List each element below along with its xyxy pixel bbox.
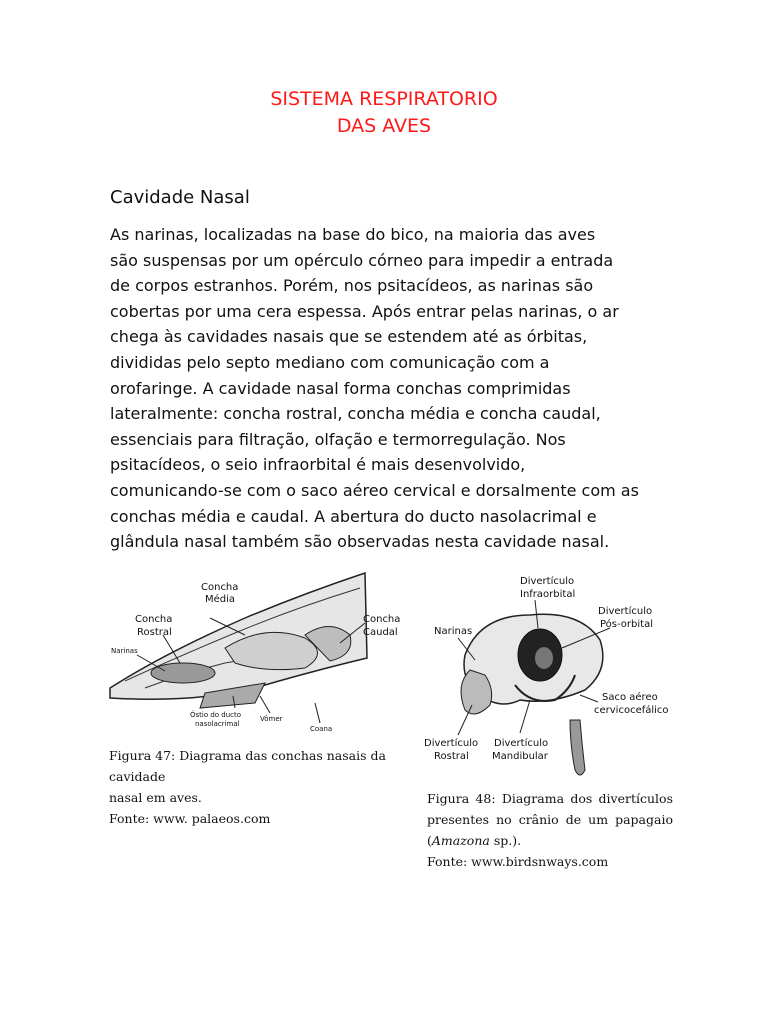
label-saco-1: Saco aéreo: [602, 692, 658, 703]
figure-47-caption-line-1: Figura 47: Diagrama das conchas nasais da cavidade: [109, 748, 386, 784]
figure-47-source: Fonte: www. palaeos.com: [109, 811, 271, 826]
air-sac-tube: [570, 720, 585, 775]
figure-48-diverticula-diagram: [420, 570, 680, 790]
figure-47-caption: [109, 745, 409, 829]
figure-48-caption-sp: sp.).: [489, 833, 522, 848]
label-concha-media-2: Média: [205, 594, 236, 605]
figure-48-caption-line-3: [427, 830, 673, 851]
orbit-inner: [535, 647, 553, 669]
label-coana: Coana: [310, 725, 333, 733]
label-pos-orbital-1: Divertículo: [598, 606, 653, 617]
label-mandibular-2: Mandibular: [492, 751, 548, 762]
label-narinas: Narinas: [111, 647, 138, 655]
label-concha-rostral-2: Rostral: [137, 627, 172, 638]
label-rostral-1: Divertículo: [424, 738, 479, 749]
figure-47-caption-line-2: nasal em aves.: [109, 790, 202, 805]
document-title: [0, 86, 768, 140]
label-concha-media-1: Concha: [201, 582, 239, 593]
figure-48-illustration: [420, 570, 680, 790]
figure-47-illustration: [105, 563, 405, 743]
figure-48-source: Fonte: www.birdsnways.com: [427, 854, 609, 869]
label-mandibular-1: Divertículo: [494, 738, 549, 749]
figure-48-caption-species: Amazona: [431, 833, 490, 848]
leader-vomer: [260, 696, 270, 713]
label-concha-caudal-1: Concha: [363, 614, 401, 625]
figure-47-nasal-conchae-diagram: [105, 563, 405, 743]
body-paragraph: As narinas, localizadas na base do bico, na maioria das aves são suspensas por um opérculo córneo para impedir a entrada de corpos estranhos. Porém, nos psitacídeos, as narinas são cobertas por uma cera espessa. Após entrar pelas narinas, o ar chega às cavidades nasais que se estendem até as órbitas, divididas pelo septo mediano com comunicação com a orofaringe. A cavidade nasal forma conchas comprimidas lateralmente: concha rostral, concha média e concha caudal, essenciais para filtração, olfação e termorregulação. Nos psitacídeos, o seio infraorbital é mais desenvolvido, comunicando-se com o saco aéreo cervical e dorsalmente com as conchas média e caudal. A abertura do ducto nasolacrimal e glândula nasal também são observadas nesta cavidade nasal.: [110, 225, 639, 552]
label-infraorbital-2: Infraorbital: [520, 589, 576, 600]
leader-mandibular: [520, 700, 530, 733]
label-rostral-2: Rostral: [434, 751, 469, 762]
label-ostio-1: Óstio do ducto: [190, 711, 242, 719]
concha-rostral-shape: [151, 663, 215, 683]
label-narinas: Narinas: [434, 626, 473, 637]
label-concha-rostral-1: Concha: [135, 614, 173, 625]
title-line-2: DAS AVES: [336, 115, 432, 137]
figure-48-caption-line-2: presentes no crânio de um papagaio: [427, 812, 673, 827]
label-ostio-2: nasolacrimal: [195, 720, 240, 728]
leader-coana: [315, 703, 320, 723]
figure-48-caption: [427, 788, 673, 872]
label-saco-2: cervicocefálico: [594, 705, 669, 716]
label-concha-caudal-2: Caudal: [363, 627, 398, 638]
label-pos-orbital-2: Pós-orbital: [600, 619, 653, 630]
figure-48-caption-line-1: Figura 48: Diagrama dos divertículos: [427, 791, 673, 806]
leader-saco: [580, 695, 598, 702]
label-vomer: Vômer: [260, 715, 283, 723]
label-infraorbital-1: Divertículo: [520, 576, 575, 587]
title-line-1: SISTEMA RESPIRATORIO: [270, 88, 498, 110]
section-heading: Cavidade Nasal: [110, 187, 250, 208]
figure-48-caption-open-paren: (: [427, 833, 432, 848]
